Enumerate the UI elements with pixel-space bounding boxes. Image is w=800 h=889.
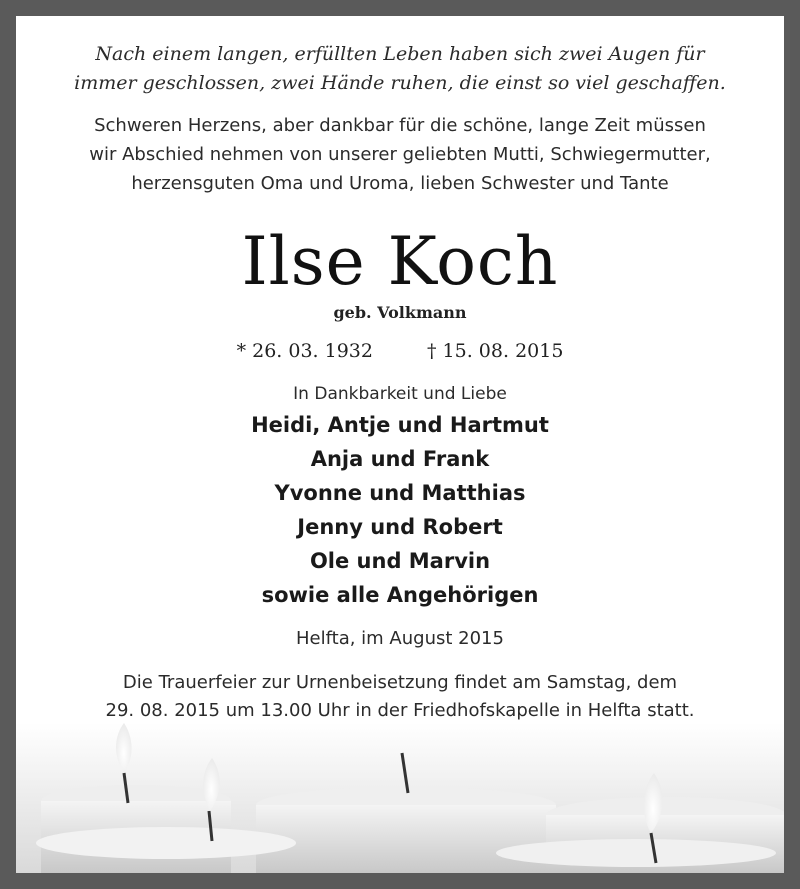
candle-icon	[256, 805, 556, 873]
maiden-name: geb. Volkmann	[333, 303, 467, 322]
place-date: Helfta, im August 2015	[296, 628, 504, 649]
mourner-item: Anja und Frank	[310, 447, 490, 471]
deceased-name: Ilse Koch	[241, 223, 559, 300]
intro-text	[16, 111, 784, 198]
intro-line: herzensguten Oma und Uroma, lieben Schwester und Tante	[131, 173, 669, 194]
funeral-notice	[16, 669, 784, 725]
funeral-line: 29. 08. 2015 um 13.00 Uhr in der Friedhofskapelle in Helfta statt.	[105, 700, 695, 721]
mourner-item: Ole und Marvin	[309, 549, 491, 573]
intro-line: wir Abschied nehmen von unserer geliebten Mutti, Schwiegermutter,	[89, 144, 711, 165]
mourners-list	[16, 408, 784, 612]
poem-line: immer geschlossen, zwei Hände ruhen, die einst so viel geschaffen.	[74, 72, 726, 94]
candle-icon	[36, 827, 296, 859]
obituary-card	[16, 16, 784, 873]
mourner-item: sowie alle Angehörigen	[261, 583, 539, 607]
candle-icon	[496, 839, 776, 867]
candles-illustration	[16, 723, 784, 873]
mourner-item: Heidi, Antje und Hartmut	[251, 413, 549, 437]
death-date: † 15. 08. 2015	[427, 340, 564, 362]
birth-date: * 26. 03. 1932	[236, 340, 373, 362]
poem	[16, 40, 784, 98]
poem-line: Nach einem langen, erfüllten Leben haben sich zwei Augen für	[95, 43, 705, 65]
mourner-item: Yvonne und Matthias	[274, 481, 526, 505]
gratitude-line: In Dankbarkeit und Liebe	[293, 384, 507, 404]
funeral-line: Die Trauerfeier zur Urnenbeisetzung findet am Samstag, dem	[122, 672, 678, 693]
life-dates	[16, 338, 784, 364]
obituary-content	[16, 16, 784, 725]
mourner-item: Jenny und Robert	[297, 515, 503, 539]
intro-line: Schweren Herzens, aber dankbar für die schöne, lange Zeit müssen	[94, 115, 706, 136]
